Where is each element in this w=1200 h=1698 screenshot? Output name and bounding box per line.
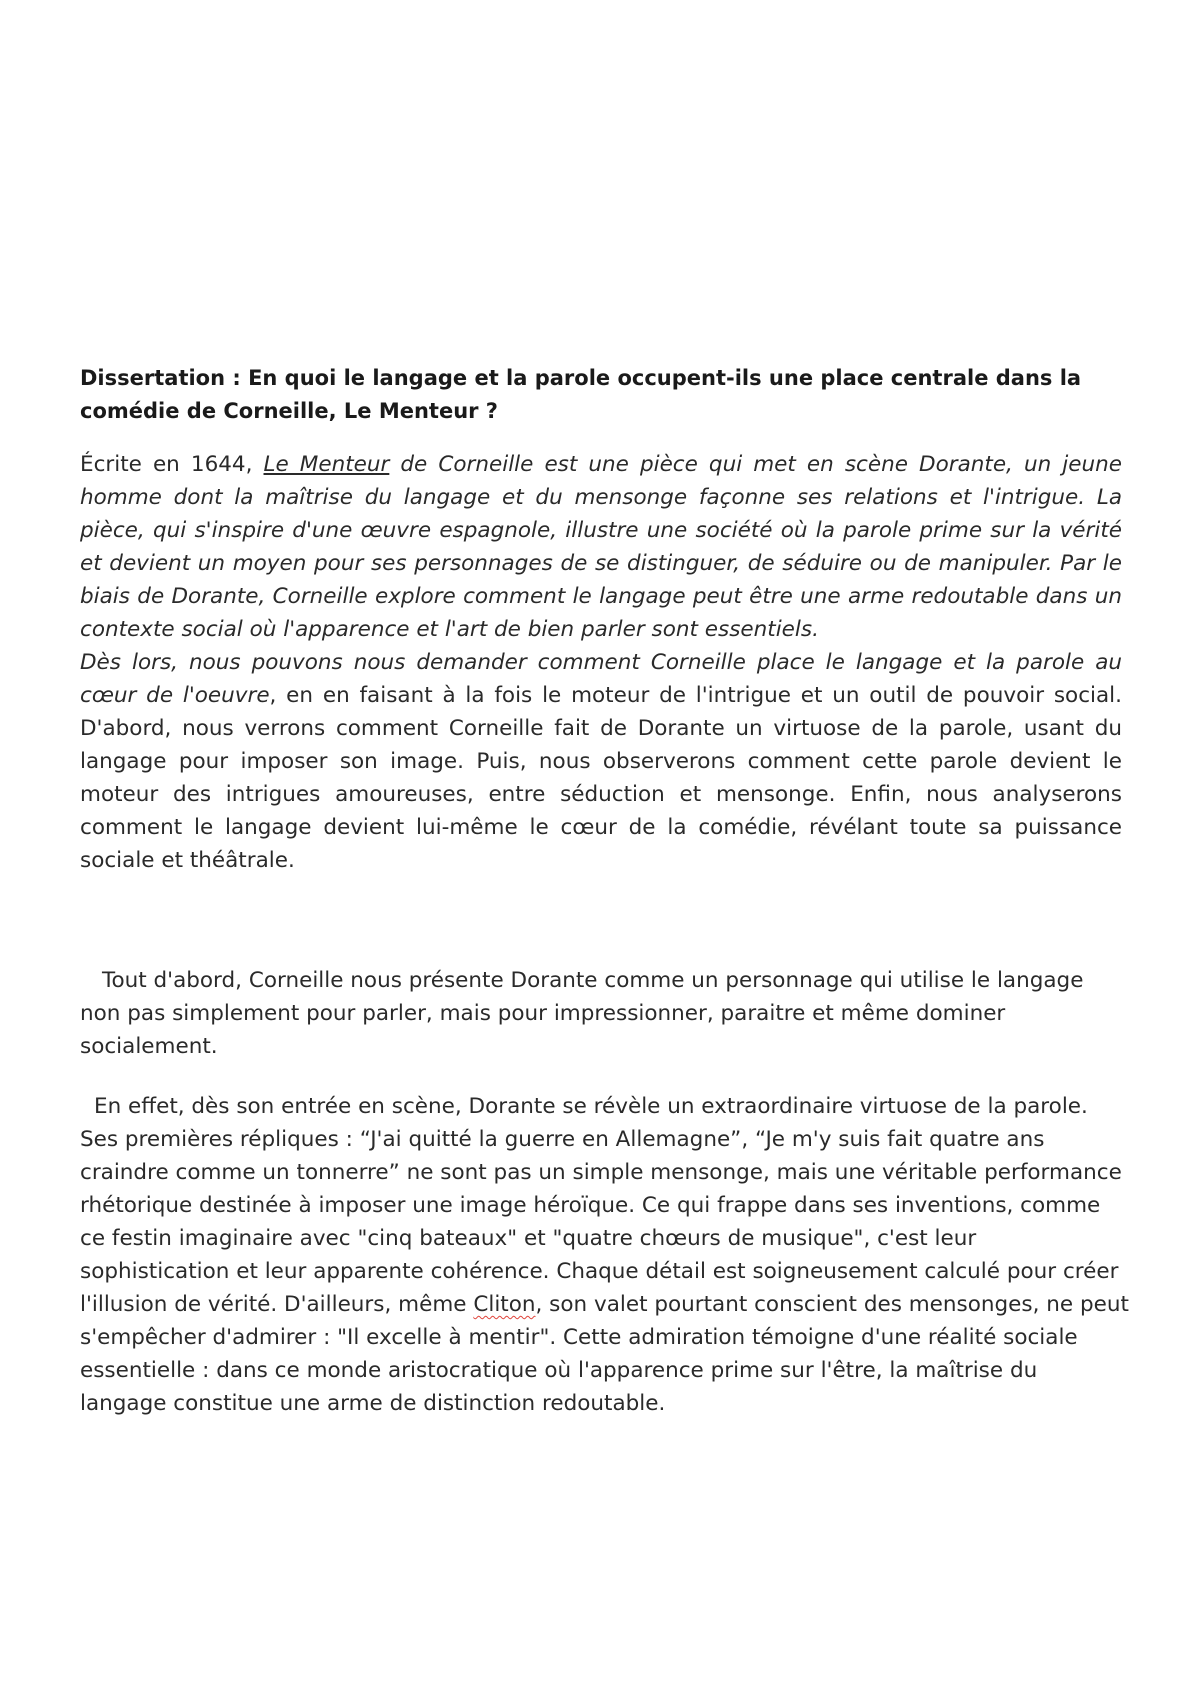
problematique: Dès lors, nous pouvons nous demander comment Corneille place le langage et la parole au cœur de l'oeuvre [80,650,1122,708]
intro-opening: Écrite en 1644, [80,452,264,477]
body-paragraph-2 [80,1090,1130,1420]
spellcheck-flagged-word[interactable]: Cliton [473,1292,536,1317]
introduction-paragraph [80,448,1122,877]
dissertation-title [80,362,1130,428]
paragraph-2-start: En effet, dès son entrée en scène, Dorante se révèle un extraordinaire virtuose de la parole. Ses premières répliques : “J'ai quitté la guerre en Allemagne”, “Je m'y suis fait quatre ans craindre comme un tonnerre” ne sont pas un simple mensonge, mais une véritable performance rhétorique destinée à imposer une image héroïque. Ce qui frappe dans ses inventions, comme ce festin imaginaire avec "cinq bateaux" et "quatre chœurs de musique", c'est leur sophistication et leur apparente cohérence. Chaque détail est soigneusement calculé pour créer l'illusion de vérité. D'ailleurs, même [80,1094,1122,1317]
body-paragraph-1: Tout d'abord, Corneille nous présente Dorante comme un personnage qui utilise le langage non pas simplement pour parler, mais pour impressionner, paraitre et même dominer socialement. [80,968,1084,1059]
title-line-2: comédie de Corneille, Le Menteur ? [80,399,498,423]
title-line-1: Dissertation : En quoi le langage et la parole occupent-ils une place centrale dans la [80,366,1082,390]
intro-context: de Corneille est une pièce qui met en scène Dorante, un jeune homme dont la maîtrise du langage et du mensonge façonne ses relations et l'intrigue. La pièce, qui s'inspire d'une œuvre espagnole, illustre une société où la parole prime sur la vérité et devient un moyen pour ses personnages de se distinguer, de séduire ou de manipuler. Par le biais de Dorante, Corneille explore comment le langage peut être une arme redoutable dans un contexte social où l'apparence et l'art de bien parler sont essentiels. [80,452,1122,642]
intro-plan: , en en faisant à la fois le moteur de l'intrigue et un outil de pouvoir social. D'abord, nous verrons comment Corneille fait de Dorante un virtuose de la parole, usant du langage pour imposer son image. Puis, nous observerons comment cette parole devient le moteur des intrigues amoureuses, entre séduction et mensonge. Enfin, nous analyserons comment le langage devient lui-même le cœur de la comédie, révélant toute sa puissance sociale et théâtrale. [80,683,1122,873]
paragraph-2-end: , son valet pourtant conscient des mensonges, ne peut s'empêcher d'admirer : "Il excelle à mentir". Cette admiration témoigne d'une réalité sociale essentielle : dans ce monde aristocratique où l'apparence prime sur l'être, la maîtrise du langage constitue une arme de distinction redoutable. [80,1292,1129,1416]
work-title-link: Le Menteur [263,452,390,477]
